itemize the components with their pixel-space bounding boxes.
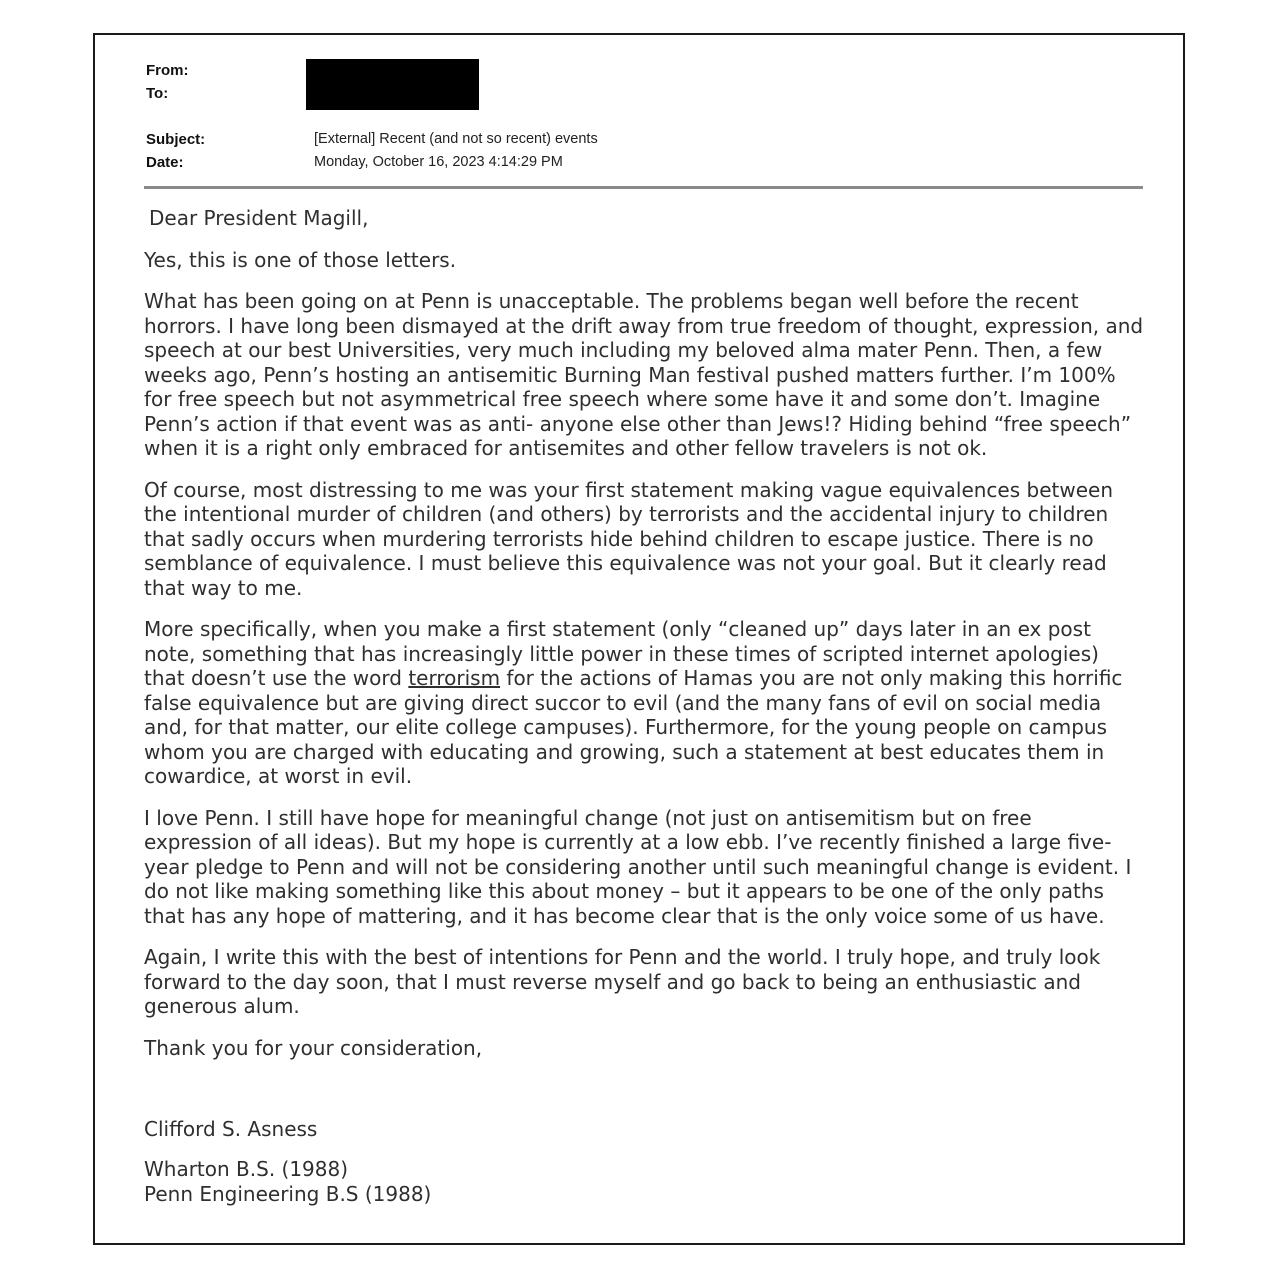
paragraph-5: I love Penn. I still have hope for meaningful change (not just on antisemitism but on free expression of all ideas). But my hope is currently at a low ebb. I’ve recently finished a large five-year pledge to Penn and will not be considering another until such meaningful change is evident. I do not like making something like this about money – but it appears to be one of the only paths that has any hope of mattering, and it has become clear that is the only voice some of us have.: [144, 805, 1132, 928]
underlined-word: terrorism: [408, 666, 501, 690]
from-label: From:: [146, 62, 189, 79]
header-divider: [144, 186, 1143, 189]
paragraph-4-part-2: for the actions of Hamas you are not only making this horrific false equivalence but are giving direct succor to evil (and the many fans of evil on social media and, for that matter, our elite college campuses). Furthermore, for the young people on campus whom you are charged with educating and growing, such a statement at best educates them in cowardice, at worst in evil.: [144, 666, 1123, 788]
subject-label: Subject:: [146, 131, 206, 148]
subject-value: [External] Recent (and not so recent) events: [314, 131, 598, 147]
to-label: To:: [146, 85, 169, 102]
signature-degree-1: Wharton B.S. (1988): [144, 1157, 349, 1181]
redaction-box: [306, 59, 479, 110]
closing: Thank you for your consideration,: [144, 1035, 483, 1060]
paragraph-3: Of course, most distressing to me was your first statement making vague equivalences between the intentional murder of children (and others) by terrorists and the accidental injury to children that sadly occurs when murdering terrorists hide behind children to escape justice. There is no semblance of equivalence. I must believe this equivalence was not your goal. But it clearly read that way to me.: [144, 477, 1113, 600]
letter-body: [144, 206, 1144, 1060]
signature-degree-2: Penn Engineering B.S (1988): [144, 1182, 432, 1206]
paragraph-2: What has been going on at Penn is unacceptable. The problems began well before the recent horrors. I have long been dismayed at the drift away from true freedom of thought, expression, and speech at our best Universities, very much including my beloved alma mater Penn. Then, a few weeks ago, Penn’s hosting an antisemitic Burning Man festival pushed matters further. I’m 100% for free speech but not asymmetrical free speech where some have it and some don’t. Imagine Penn’s action if that event was as anti- anyone else other than Jews!? Hiding behind “free speech” when it is a right only embraced for antisemites and other fellow travelers is not ok.: [144, 289, 1144, 460]
paragraph-6: Again, I write this with the best of intentions for Penn and the world. I truly hope, and truly look forward to the day soon, that I must reverse myself and go back to being an enthusiastic and generous alum.: [144, 945, 1101, 1018]
paragraph-1: Yes, this is one of those letters.: [144, 247, 457, 272]
date-value: Monday, October 16, 2023 4:14:29 PM: [314, 154, 563, 170]
salutation: Dear President Magill,: [149, 206, 369, 230]
date-label: Date:: [146, 154, 184, 171]
signature-name: Clifford S. Asness: [144, 1117, 318, 1141]
paragraph-4-part-1: More specifically, when you make a first statement (only “cleaned up” days later in an ex post note, something that has increasingly little power in these times of scripted internet apologies) that doesn’t use the word: [144, 617, 1099, 690]
paragraph-4: [144, 617, 1144, 789]
